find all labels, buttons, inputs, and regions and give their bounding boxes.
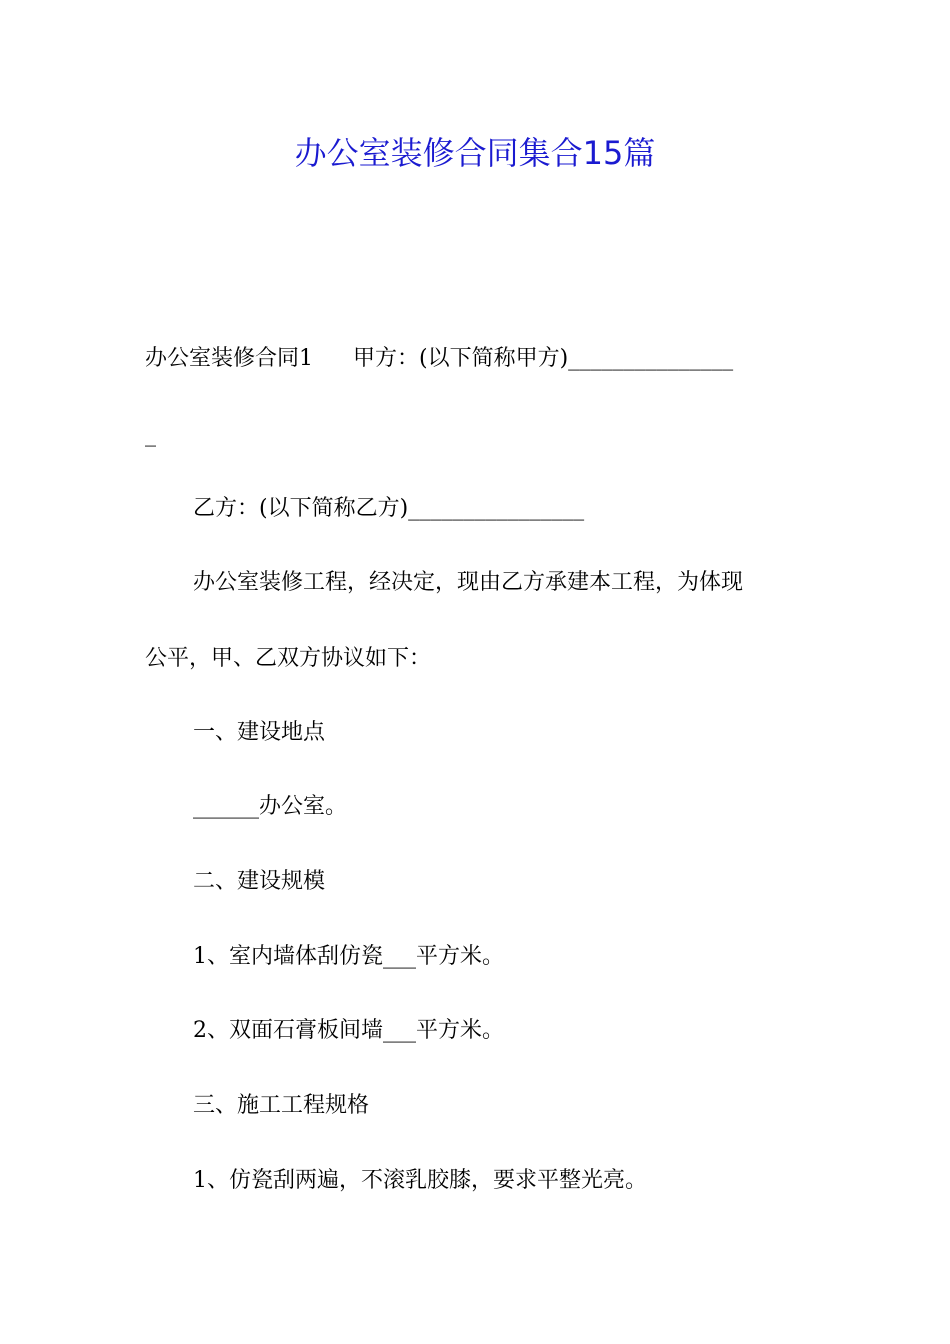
paragraph-contract-heading bbox=[145, 344, 733, 374]
party-a-line: 甲方：(以下简称甲方)_______________ bbox=[353, 346, 734, 371]
paragraph-underline-continuation: _ bbox=[145, 422, 156, 447]
document-title: 办公室装修合同集合15篇 bbox=[294, 134, 656, 172]
contract-number-label: 办公室装修合同1 bbox=[145, 346, 313, 371]
paragraph-location-value: ______办公室。 bbox=[193, 794, 348, 819]
scale-item-2: 2、双面石膏板间墙___平方米。 bbox=[193, 1018, 504, 1043]
scale-item-1: 1、室内墙体刮仿瓷___平方米。 bbox=[193, 944, 504, 969]
section-heading-location: 一、建设地点 bbox=[193, 720, 326, 745]
specs-item-1: 1、仿瓷刮两遍，不滚乳胶膝，要求平整光亮。 bbox=[193, 1168, 647, 1193]
paragraph-intro-line-2: 公平，甲、乙双方协议如下： bbox=[145, 646, 432, 671]
paragraph-intro-line-1: 办公室装修工程，经决定，现由乙方承建本工程，为体现 bbox=[193, 570, 744, 595]
section-heading-scale: 二、建设规模 bbox=[193, 869, 326, 894]
party-b-line: 乙方：(以下简称乙方)________________ bbox=[193, 496, 585, 521]
section-heading-specs: 三、施工工程规格 bbox=[193, 1093, 370, 1118]
